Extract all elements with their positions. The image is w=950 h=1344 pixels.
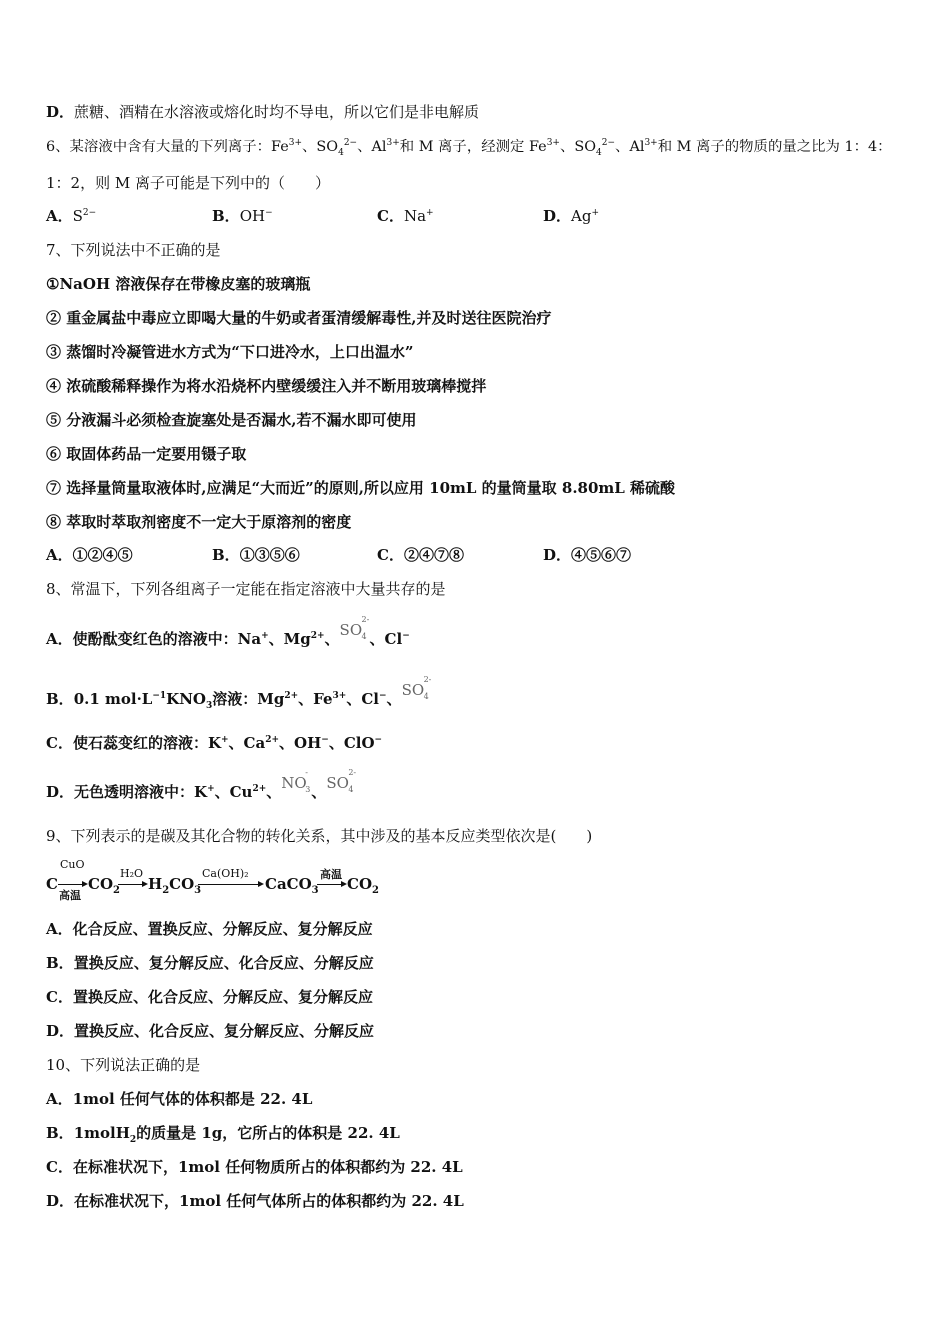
arrow-condition: 高温 xyxy=(59,889,81,902)
formula-h2co3: $H_2CO_3$ xyxy=(148,875,202,896)
arrow-condition: CuO xyxy=(60,858,85,871)
arrow-condition: H₂O xyxy=(120,867,144,880)
formula-co2: $CO_2$ xyxy=(88,875,120,896)
q7-item: ⑥ 取固体药品一定要用镊子取 xyxy=(46,445,247,463)
q6-option-c[interactable]: C．Na+ xyxy=(377,207,434,225)
q5-option-d xyxy=(46,102,479,122)
q6-option-a[interactable]: A．$S^{2-}$ xyxy=(46,207,97,225)
q8-option-c[interactable]: C．使石蕊变红的溶液：K+、$Ca^{2+}$、OH−、ClO− xyxy=(46,734,383,752)
q10-stem: 10、下列说法正确的是 xyxy=(46,1056,201,1074)
q8-option-a[interactable]: A．使酚酞变红色的溶液中：Na+、$Mg^{2+}$、 SO 2- 4 、Cl− xyxy=(46,615,410,648)
q7-item: ①NaOH 溶液保存在带橡皮塞的玻璃瓶 xyxy=(46,275,311,293)
sulfate-ion: SO 2- 4 xyxy=(401,675,432,701)
sulfate-ion: SO 2- 4 xyxy=(339,615,370,641)
q9-option-c[interactable]: C．置换反应、化合反应、分解反应、复分解反应 xyxy=(46,988,373,1006)
q10-option-a[interactable]: A．1mol 任何气体的体积都是 22. 4L xyxy=(46,1090,313,1108)
option-label: D． xyxy=(46,103,75,121)
arrow-condition: Ca(OH)₂ xyxy=(202,867,249,880)
nitrate-ion: NO - 3 xyxy=(281,768,311,794)
arrow-condition: 高温 xyxy=(320,868,342,881)
q7-option-c[interactable]: C．②④⑦⑧ xyxy=(377,546,464,564)
q7-item: ⑧ 萃取时萃取剂密度不一定大于原溶剂的密度 xyxy=(46,513,352,531)
q7-item: ② 重金属盐中毒应立即喝大量的牛奶或者蛋清缓解毒性,并及时送往医院治疗 xyxy=(46,309,552,327)
formula-caco3: CaCO$_3$ xyxy=(265,875,319,896)
q7-option-a[interactable]: A．①②④⑤ xyxy=(46,546,133,564)
q7-item: ③ 蒸馏时冷凝管进水方式为“下口进冷水，上口出温水” xyxy=(46,343,414,361)
formula-co2: $CO_2$ xyxy=(347,875,379,896)
q10-option-d[interactable]: D．在标准状况下，1mol 任何气体所占的体积都约为 22. 4L xyxy=(46,1192,464,1210)
q9-option-b[interactable]: B．置换反应、复分解反应、化合反应、分解反应 xyxy=(46,954,374,972)
q9-option-d[interactable]: D．置换反应、化合反应、复分解反应、分解反应 xyxy=(46,1022,375,1040)
q7-item: ⑦ 选择量筒量取液体时,应满足“大而近”的原则,所以应用 10mL 的量筒量取 8.80mL 稀硫酸 xyxy=(46,479,676,497)
q7-option-d[interactable]: D．④⑤⑥⑦ xyxy=(543,546,632,564)
q6-stem: 6、某溶液中含有大量的下列离子：$Fe^{3+}$、$SO_4^{2-}$、$Al^{3+}$和 M 离子，经测定 $Fe^{3+}$、$SO_4^{2-}$、$Al^{3+}$和 M 离子的物质的量之比为 1：4： xyxy=(46,138,892,158)
q9-option-a[interactable]: A．化合反应、置换反应、分解反应、复分解反应 xyxy=(46,920,373,938)
reaction-arrow xyxy=(118,881,148,889)
reaction-arrow xyxy=(317,881,347,889)
q6-option-b[interactable]: B．OH− xyxy=(212,207,273,225)
reaction-arrow xyxy=(198,881,264,889)
option-text: 蔗糖、酒精在水溶液或熔化时均不导电，所以它们是非电解质 xyxy=(74,103,480,121)
q10-option-b[interactable]: B．1molH$_2$的质量是 1g，它所占的体积是 22. 4L xyxy=(46,1124,400,1145)
q7-option-b[interactable]: B．①③⑤⑥ xyxy=(212,546,300,564)
q8-option-b[interactable]: B．0.1 $mol\cdot L^{-1}KNO_3$溶液：$Mg^{2+}$、$Fe^{3+}$、Cl−、 SO 2- 4 xyxy=(46,675,432,711)
q6-stem-line2: 1：2，则 M 离子可能是下列中的（ ） xyxy=(46,174,330,192)
q7-item: ⑤ 分液漏斗必须检查旋塞处是否漏水,若不漏水即可使用 xyxy=(46,411,417,429)
q9-stem: 9、下列表示的是碳及其化合物的转化关系，其中涉及的基本反应类型依次是( ) xyxy=(46,827,593,845)
q7-stem: 7、下列说法中不正确的是 xyxy=(46,241,221,259)
q8-option-d[interactable]: D．无色透明溶液中：K+、$Cu^{2+}$、 NO - 3 、 SO 2- 4 xyxy=(46,768,357,801)
carbon-conversion-scheme xyxy=(46,855,446,902)
q10-option-c[interactable]: C．在标准状况下，1mol 任何物质所占的体积都约为 22. 4L xyxy=(46,1158,463,1176)
sulfate-ion: SO 2- 4 xyxy=(326,768,357,794)
formula-c: C xyxy=(46,875,58,893)
q8-stem: 8、常温下，下列各组离子一定能在指定溶液中大量共存的是 xyxy=(46,580,446,598)
q7-item: ④ 浓硫酸稀释操作为将水沿烧杯内壁缓缓注入并不断用玻璃棒搅拌 xyxy=(46,377,487,395)
q6-option-d[interactable]: D．Ag+ xyxy=(543,207,599,225)
